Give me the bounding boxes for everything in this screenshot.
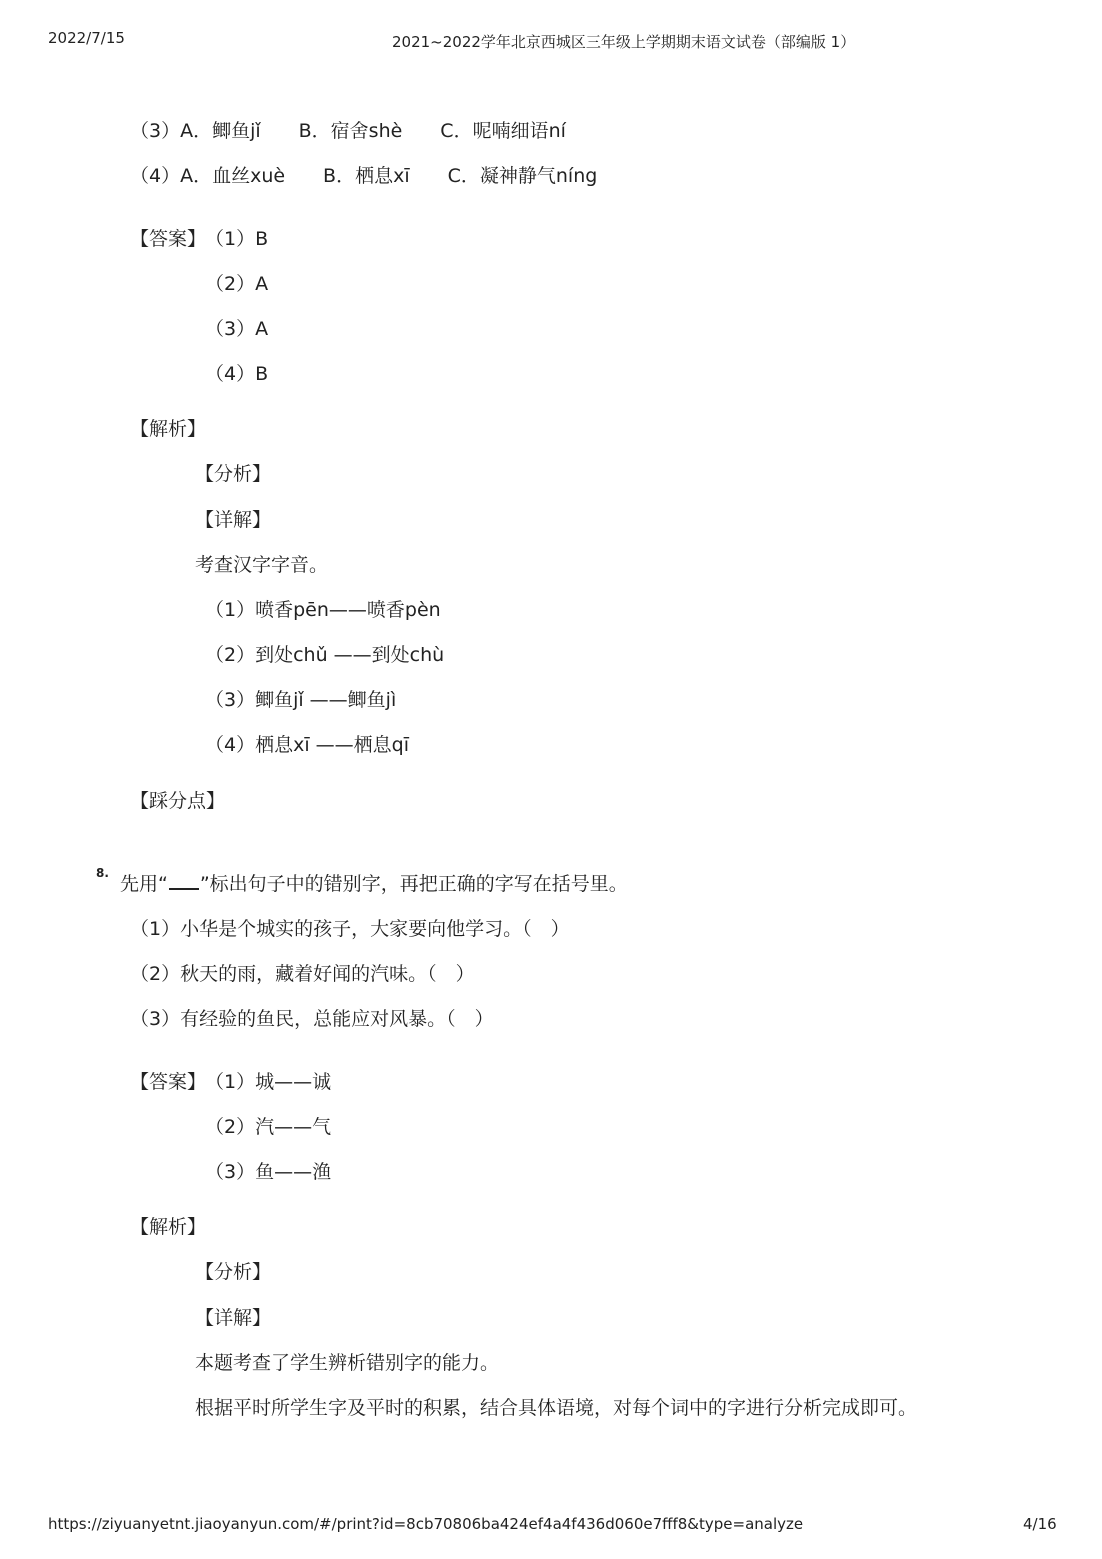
q7-explanation-line: （4）栖息xī ——栖息qī	[205, 734, 409, 756]
q8-answer-label: 【答案】	[130, 1071, 207, 1093]
q8-fenxi-label: 【分析】	[195, 1261, 272, 1283]
q8-prompt-before: 先用“	[120, 873, 168, 895]
q7-xiangjie-label: 【详解】	[195, 509, 272, 531]
q8-item-2: （2）秋天的雨，藏着好闻的汽味。（ ）	[130, 963, 475, 985]
underline-blank	[169, 874, 199, 890]
q8-prompt-after: ”标出句子中的错别字，再把正确的字写在括号里。	[199, 873, 628, 895]
q7-answer-4: （4）B	[205, 363, 269, 385]
q7-score-label: 【踩分点】	[130, 790, 226, 812]
q7-answer-label: 【答案】	[130, 228, 207, 250]
q8-item-3: （3）有经验的鱼民，总能应对风暴。（ ）	[130, 1008, 494, 1030]
q8-explanation-line: 本题考查了学生辨析错别字的能力。	[195, 1352, 500, 1374]
q8-answer-1: （1）城——诚	[205, 1071, 332, 1093]
q8-xiangjie-label: 【详解】	[195, 1307, 272, 1329]
q7-answer-1: （1）B	[205, 228, 269, 250]
q8-number: 8.	[96, 866, 109, 880]
q8-prompt	[120, 869, 628, 896]
q7-explanation-line: （2）到处chǔ ——到处chù	[205, 644, 445, 666]
q7-explanation-line: 考查汉字字音。	[195, 554, 329, 576]
document-title: 2021~2022学年北京西城区三年级上学期期末语文试卷（部编版 1）	[392, 33, 856, 51]
q8-analysis-label: 【解析】	[130, 1216, 207, 1238]
print-date: 2022/7/15	[48, 29, 125, 47]
page-number: 4/16	[1023, 1515, 1057, 1533]
q7-analysis-label: 【解析】	[130, 418, 207, 440]
q7-answer-2: （2）A	[205, 273, 269, 295]
q8-answer-3: （3）鱼——渔	[205, 1161, 332, 1183]
q7-explanation-line: （1）喷香pēn——喷香pèn	[205, 599, 441, 621]
q8-item-1: （1）小华是个城实的孩子，大家要向他学习。（ ）	[130, 918, 570, 940]
q7-fenxi-label: 【分析】	[195, 463, 272, 485]
q7-option-4: （4）A．血丝xuè B．栖息xī C．凝神静气níng	[130, 165, 598, 187]
q7-explanation-line: （3）鲫鱼jǐ ——鲫鱼jì	[205, 689, 397, 711]
page-url: https://ziyuanyetnt.jiaoyanyun.com/#/print?id=8cb70806ba424ef4a4f436d060e7fff8&type=analyze	[48, 1515, 804, 1533]
q8-explanation-line: 根据平时所学生字及平时的积累，结合具体语境，对每个词中的字进行分析完成即可。	[195, 1397, 918, 1419]
q8-answer-2: （2）汽——气	[205, 1116, 332, 1138]
q7-option-3: （3）A．鲫鱼jǐ B．宿舍shè C．呢喃细语ní	[130, 120, 566, 142]
q7-answer-3: （3）A	[205, 318, 269, 340]
